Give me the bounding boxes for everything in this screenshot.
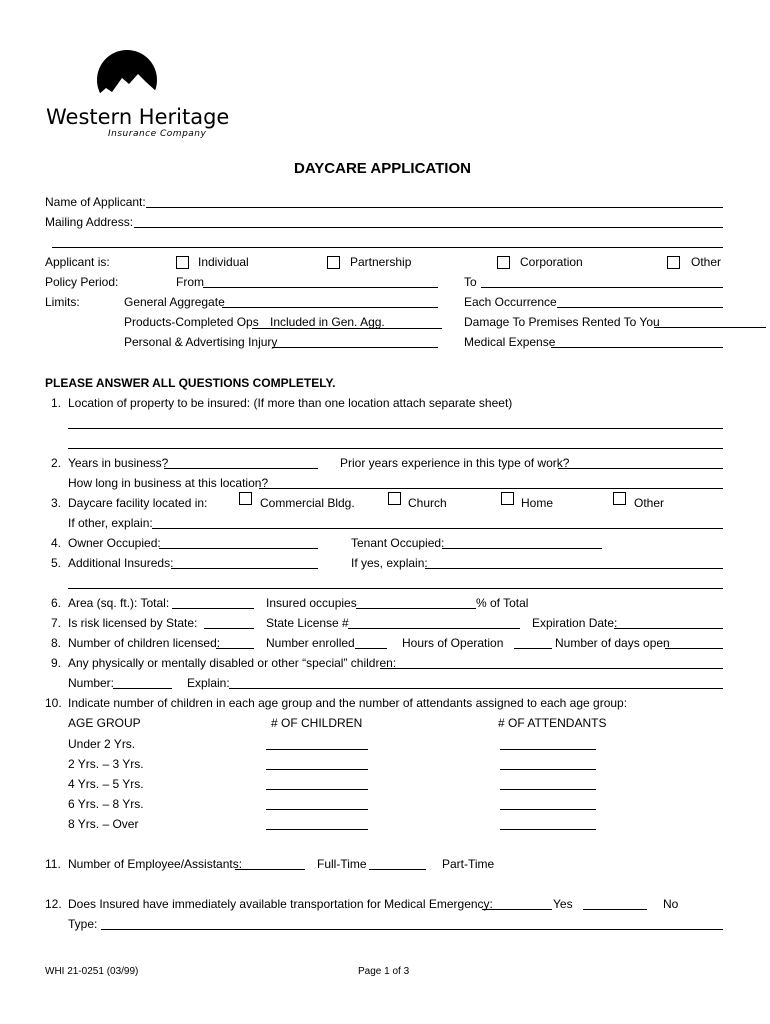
medical-expense-field[interactable] bbox=[551, 335, 723, 348]
q12-number: 12. bbox=[45, 897, 62, 911]
tenant-occupied-label: Tenant Occupied: bbox=[351, 536, 445, 550]
num-children-header: # OF CHILDREN bbox=[271, 716, 363, 730]
insured-occupies-label: Insured occupies bbox=[266, 596, 357, 610]
q10-text: Indicate number of children in each age group and the number of attendants assigned to each age group: bbox=[68, 696, 628, 710]
age-row-children-field[interactable] bbox=[266, 737, 368, 750]
state-license-label: State License # bbox=[266, 616, 349, 630]
policy-to-label: To bbox=[464, 275, 477, 289]
option-commercial-bldg-label: Commercial Bldg. bbox=[260, 496, 355, 510]
logo-company-name: Western Heritage bbox=[46, 105, 230, 129]
special-explain-field[interactable] bbox=[229, 676, 723, 689]
checkbox-individual[interactable] bbox=[176, 256, 189, 269]
each-occurrence-label: Each Occurrence bbox=[464, 295, 557, 309]
age-row-children-field[interactable] bbox=[266, 757, 368, 770]
checkbox-home[interactable] bbox=[501, 492, 514, 505]
mailing-address-label: Mailing Address: bbox=[45, 215, 134, 229]
years-in-business-label: Years in business? bbox=[68, 456, 169, 470]
expiration-date-field[interactable] bbox=[614, 616, 723, 629]
products-completed-label: Products-Completed Ops bbox=[124, 315, 259, 329]
children-licensed-field[interactable] bbox=[216, 636, 254, 649]
insured-occupies-field[interactable] bbox=[356, 596, 476, 609]
q1-number: 1. bbox=[51, 396, 62, 410]
facility-located-label: Daycare facility located in: bbox=[68, 496, 208, 510]
general-aggregate-label: General Aggregate bbox=[124, 295, 225, 309]
if-other-explain-field[interactable] bbox=[152, 516, 723, 529]
full-time-field[interactable] bbox=[369, 857, 426, 870]
transportation-type-label: Type: bbox=[68, 917, 98, 931]
age-row-attendants-field[interactable] bbox=[500, 757, 596, 770]
q5-explain-field-2[interactable] bbox=[68, 576, 723, 589]
area-total-field[interactable] bbox=[172, 596, 254, 609]
damage-premises-field[interactable] bbox=[654, 315, 766, 328]
age-row-attendants-field[interactable] bbox=[500, 817, 596, 830]
prior-experience-field[interactable] bbox=[558, 456, 723, 469]
special-explain-label: Explain: bbox=[187, 676, 230, 690]
transportation-type-field[interactable] bbox=[101, 917, 723, 930]
q7-number: 7. bbox=[51, 616, 62, 630]
additional-insureds-label: Additional Insureds: bbox=[68, 556, 174, 570]
q1-location-field-2[interactable] bbox=[68, 436, 723, 449]
part-time-label: Part-Time bbox=[442, 857, 495, 871]
if-other-explain-label: If other, explain: bbox=[68, 516, 153, 530]
mailing-address-field-2[interactable] bbox=[52, 235, 723, 248]
full-time-label: Full-Time bbox=[317, 857, 367, 871]
q6-number: 6. bbox=[51, 596, 62, 610]
licensed-by-state-field[interactable] bbox=[204, 616, 254, 629]
name-of-applicant-field[interactable] bbox=[146, 195, 723, 208]
special-number-field[interactable] bbox=[113, 676, 172, 689]
children-licensed-label: Number of children licensed: bbox=[68, 636, 221, 650]
transportation-label: Does Insured have immediately available transportation for Medical Emergency: bbox=[68, 897, 493, 911]
age-row-children-field[interactable] bbox=[266, 817, 368, 830]
page-title: DAYCARE APPLICATION bbox=[294, 160, 471, 177]
employee-assistants-label: Number of Employee/Assistants: bbox=[68, 857, 243, 871]
checkbox-facility-other[interactable] bbox=[613, 492, 626, 505]
hours-of-operation-label: Hours of Operation bbox=[402, 636, 504, 650]
hours-of-operation-field[interactable] bbox=[514, 636, 552, 649]
age-row-label: 2 Yrs. – 3 Yrs. bbox=[68, 757, 144, 771]
page-number: Page 1 of 3 bbox=[358, 966, 410, 977]
transportation-yes-label: Yes bbox=[553, 897, 573, 911]
age-row-attendants-field[interactable] bbox=[500, 777, 596, 790]
state-license-field[interactable] bbox=[348, 616, 520, 629]
policy-from-field[interactable] bbox=[203, 275, 438, 288]
policy-from-label: From bbox=[176, 275, 204, 289]
expiration-date-label: Expiration Date: bbox=[532, 616, 618, 630]
licensed-by-state-label: Is risk licensed by State: bbox=[68, 616, 198, 630]
age-row-label: Under 2 Yrs. bbox=[68, 737, 136, 751]
tenant-occupied-field[interactable] bbox=[442, 536, 602, 549]
checkbox-church[interactable] bbox=[388, 492, 401, 505]
num-attendants-header: # OF ATTENDANTS bbox=[498, 716, 607, 730]
logo-mountain-icon bbox=[94, 48, 160, 104]
option-facility-other-label: Other bbox=[634, 496, 665, 510]
days-open-field[interactable] bbox=[665, 636, 723, 649]
prior-experience-label: Prior years experience in this type of work? bbox=[340, 456, 570, 470]
general-aggregate-field[interactable] bbox=[222, 295, 438, 308]
checkbox-commercial-bldg[interactable] bbox=[239, 492, 252, 505]
q11-number: 11. bbox=[45, 857, 61, 871]
logo-company-subtitle: Insurance Company bbox=[108, 129, 207, 139]
how-long-location-field[interactable] bbox=[259, 476, 723, 489]
personal-advertising-field[interactable] bbox=[272, 335, 438, 348]
additional-insureds-field[interactable] bbox=[171, 556, 318, 569]
option-individual-label: Individual bbox=[198, 255, 249, 269]
q8-number: 8. bbox=[51, 636, 62, 650]
transportation-no-field[interactable] bbox=[583, 897, 647, 910]
percent-of-total-label: % of Total bbox=[476, 596, 529, 610]
special-children-label: Any physically or mentally disabled or other “special” children: bbox=[68, 656, 397, 670]
option-partnership-label: Partnership bbox=[350, 255, 412, 269]
q1-text: Location of property to be insured: (If more than one location attach separate sheet) bbox=[68, 396, 513, 410]
owner-occupied-field[interactable] bbox=[159, 536, 318, 549]
form-id: WHI 21-0251 (03/99) bbox=[45, 966, 139, 977]
damage-premises-label: Damage To Premises Rented To You bbox=[464, 315, 660, 329]
transportation-no-label: No bbox=[663, 897, 679, 911]
medical-expense-label: Medical Expense bbox=[464, 335, 556, 349]
personal-advertising-label: Personal & Advertising Injury bbox=[124, 335, 278, 349]
products-completed-value: Included in Gen. Agg. bbox=[270, 315, 385, 329]
age-row-attendants-field[interactable] bbox=[500, 737, 596, 750]
age-group-header: AGE GROUP bbox=[68, 716, 141, 730]
option-home-label: Home bbox=[521, 496, 554, 510]
special-number-label: Number: bbox=[68, 676, 115, 690]
owner-occupied-label: Owner Occupied: bbox=[68, 536, 161, 550]
policy-period-label: Policy Period: bbox=[45, 275, 119, 289]
number-enrolled-field[interactable] bbox=[355, 636, 387, 649]
employee-assistants-field[interactable] bbox=[235, 857, 305, 870]
q3-number: 3. bbox=[51, 496, 62, 510]
q4-number: 4. bbox=[51, 536, 62, 550]
option-corporation-label: Corporation bbox=[520, 255, 583, 269]
applicant-is-label: Applicant is: bbox=[45, 255, 110, 269]
q2-number: 2. bbox=[51, 456, 62, 470]
each-occurrence-field[interactable] bbox=[557, 295, 723, 308]
number-enrolled-label: Number enrolled bbox=[266, 636, 355, 650]
q10-number: 10. bbox=[45, 696, 62, 710]
checkbox-corporation[interactable] bbox=[497, 256, 510, 269]
checkbox-other[interactable] bbox=[667, 256, 680, 269]
q5-number: 5. bbox=[51, 556, 62, 570]
option-other-label: Other bbox=[691, 255, 722, 269]
policy-to-field[interactable] bbox=[481, 275, 723, 288]
days-open-label: Number of days open bbox=[555, 636, 670, 650]
years-in-business-field[interactable] bbox=[164, 456, 318, 469]
limits-label: Limits: bbox=[45, 295, 80, 309]
option-church-label: Church bbox=[408, 496, 447, 510]
age-row-attendants-field[interactable] bbox=[500, 797, 596, 810]
instructions-heading: PLEASE ANSWER ALL QUESTIONS COMPLETELY. bbox=[45, 376, 336, 390]
name-of-applicant-label: Name of Applicant: bbox=[45, 195, 146, 209]
checkbox-partnership[interactable] bbox=[327, 256, 340, 269]
q9-number: 9. bbox=[51, 656, 62, 670]
age-row-label: 8 Yrs. – Over bbox=[68, 817, 139, 831]
if-yes-explain-label: If yes, explain: bbox=[351, 556, 428, 570]
if-yes-explain-field[interactable] bbox=[425, 556, 723, 569]
transportation-yes-field[interactable] bbox=[482, 897, 552, 910]
special-children-field[interactable] bbox=[380, 656, 723, 669]
age-row-children-field[interactable] bbox=[266, 797, 368, 810]
q1-location-field-1[interactable] bbox=[68, 416, 723, 429]
age-row-label: 4 Yrs. – 5 Yrs. bbox=[68, 777, 144, 791]
how-long-location-label: How long in business at this location? bbox=[68, 476, 269, 490]
mailing-address-field[interactable] bbox=[134, 215, 723, 228]
area-total-label: Area (sq. ft.): Total: bbox=[68, 596, 170, 610]
age-row-children-field[interactable] bbox=[266, 777, 368, 790]
age-row-label: 6 Yrs. – 8 Yrs. bbox=[68, 797, 144, 811]
